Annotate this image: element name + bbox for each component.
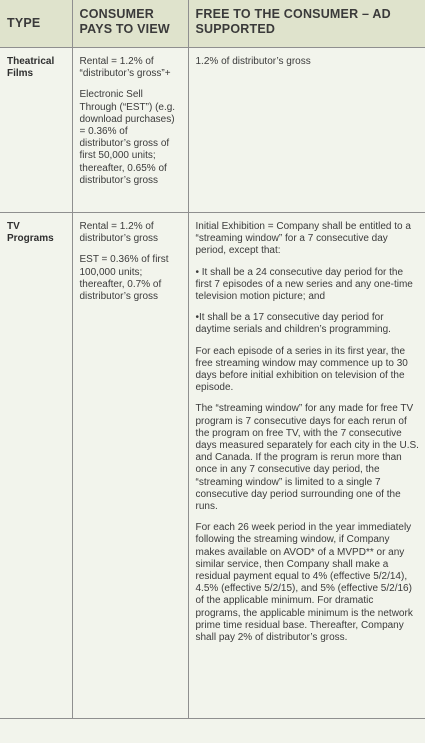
cell-paragraph: Initial Exhibition = Company shall be entitled to a “streaming window” for a 7 consecutive day period, except that: xyxy=(195,221,411,257)
cell-paragraph: Rental = 1.2% of “distributor’s gross”+ xyxy=(79,56,171,80)
type-cell: TV Programs xyxy=(0,213,72,719)
cell-paragraph: •It shall be a 17 consecutive day period for daytime serials and children’s programming. xyxy=(195,312,391,336)
cell-paragraph: • It shall be a 24 consecutive day period for the first 7 episodes of a new series and any one-time television motion picture; and xyxy=(195,266,413,303)
cell-paragraph: Rental = 1.2% of distributor’s gross xyxy=(79,221,159,245)
pays-to-view-cell xyxy=(72,48,188,213)
cell-paragraph: Electronic Sell Through (“EST”) (e.g. download purchases) = 0.36% of distributor’s gross of first 50,000 units; thereafter, 0.65% of distributor’s gross xyxy=(79,89,176,186)
table-body xyxy=(0,48,425,719)
header-row xyxy=(0,0,425,48)
cell-paragraph: The “streaming window” for any made for free TV program is 7 consecutive days for each rerun of the program on free TV, with the 7 consecutive days measured separately for each city in the U.S. and Canada. If the program is rerun more than once in any 7 consecutive day period, the “streaming window” is limited to a single 7 consecutive day period surrounding one of the runs. xyxy=(195,403,419,513)
free-to-consumer-cell xyxy=(188,213,425,719)
free-to-consumer-cell xyxy=(188,48,425,213)
header-free-to-consumer: FREE TO THE CONSUMER – AD SUPPORTED xyxy=(188,0,425,48)
table-header xyxy=(0,0,425,48)
table-row-tv-programs xyxy=(0,213,425,719)
cell-paragraph: For each episode of a series in its first year, the free streaming window may commence up to 30 days before initial exhibition on television of the episode. xyxy=(195,345,408,394)
type-cell: Theatrical Films xyxy=(0,48,72,213)
cell-paragraph: 1.2% of distributor’s gross xyxy=(195,56,311,67)
header-type: TYPE xyxy=(0,0,72,48)
cell-paragraph: For each 26 week period in the year immediately following the streaming window, if Company makes available on AVOD* of a MVPD** or any similar service, then Company shall make a residual payment equal to 4% (effective 5/2/14), 4.5% (effective 5/2/15), and 5% (effective 5/2/16) of the applicable minimum. For dramatic programs, the applicable minimum is the network prime time residual base. Thereafter, Company shall pay 2% of distributor’s gross. xyxy=(195,522,413,644)
table-row-theatrical-films xyxy=(0,48,425,213)
pays-to-view-cell xyxy=(72,213,188,719)
header-pays-to-view: CONSUMER PAYS TO VIEW xyxy=(72,0,188,48)
cell-paragraph: EST = 0.36% of first 100,000 units; thereafter, 0.7% of distributor’s gross xyxy=(79,254,169,303)
